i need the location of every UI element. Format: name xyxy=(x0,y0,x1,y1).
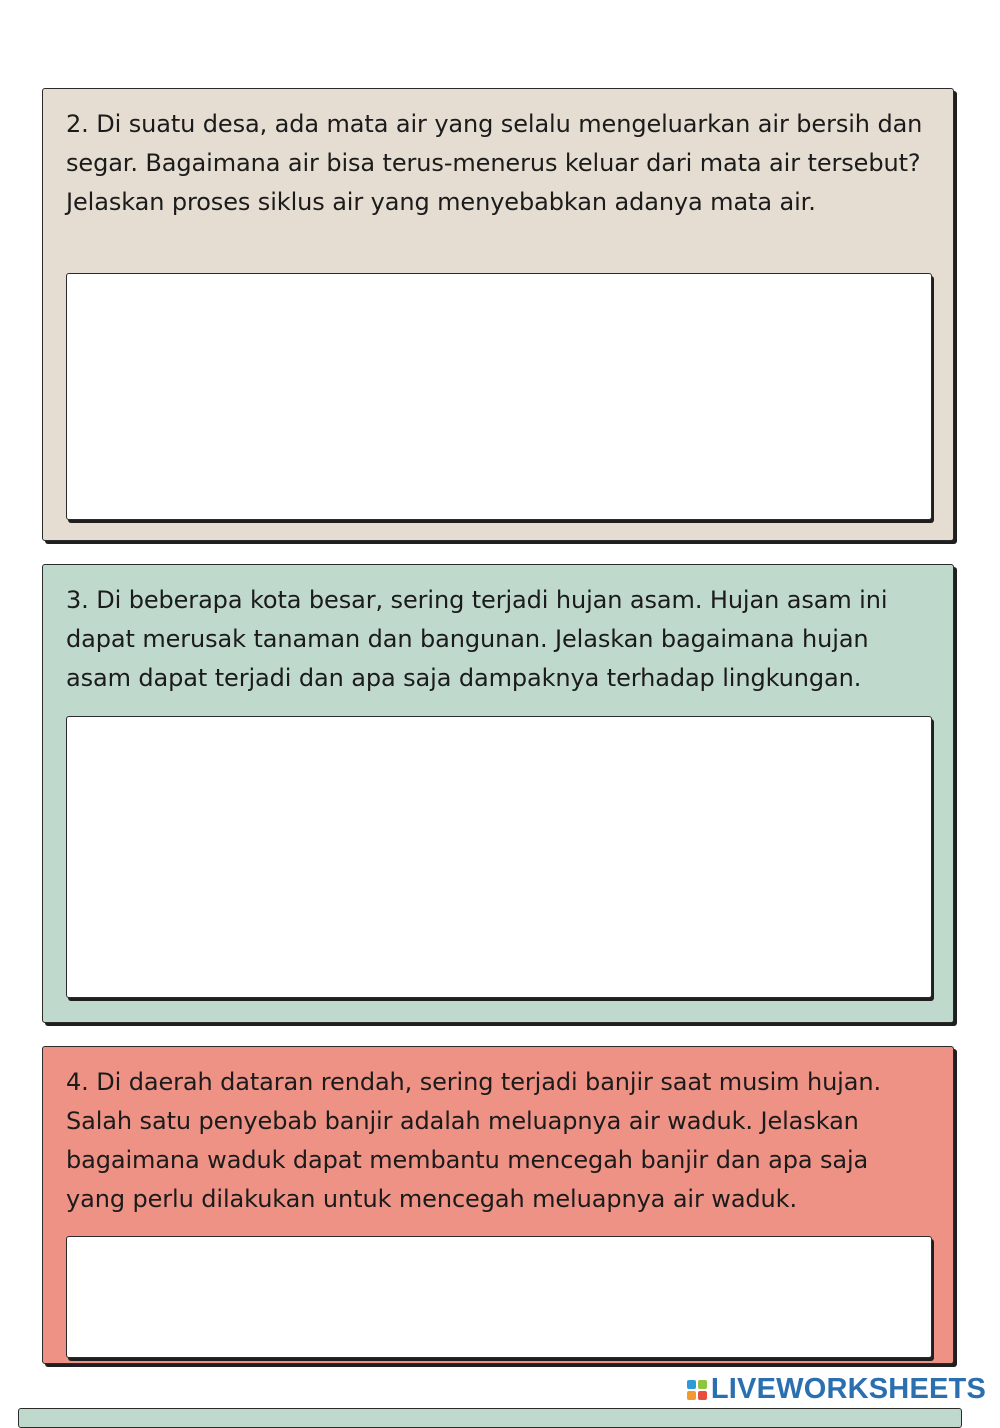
question-text-4: 4. Di daerah dataran rendah, sering terjadi banjir saat musim hujan. Salah satu penyebab banjir adalah meluapnya air waduk. Jelaskan bagaimana waduk dapat membantu mencegah banjir dan apa saja yang perlu dilakukan untuk mencegah meluapnya air waduk. xyxy=(66,1068,882,1213)
question-card-2 xyxy=(42,88,954,541)
next-question-card-edge xyxy=(18,1408,962,1428)
answer-box-2[interactable] xyxy=(66,273,932,520)
question-text-3: 3. Di beberapa kota besar, sering terjadi hujan asam. Hujan asam ini dapat merusak tanaman dan bangunan. Jelaskan bagaimana hujan asam dapat terjadi dan apa saja dampaknya terhadap lingkungan. xyxy=(66,586,888,692)
question-card-3 xyxy=(42,564,954,1023)
logo-square-orange xyxy=(687,1391,696,1400)
answer-box-3[interactable] xyxy=(66,716,932,998)
logo-square-green xyxy=(698,1380,707,1389)
question-text-2: 2. Di suatu desa, ada mata air yang selalu mengeluarkan air bersih dan segar. Bagaimana air bisa terus-menerus keluar dari mata air tersebut? Jelaskan proses siklus air yang menyebabkan adanya mata air. xyxy=(66,110,923,216)
logo-square-red xyxy=(698,1391,707,1400)
answer-box-4[interactable] xyxy=(66,1236,932,1358)
liveworksheets-logo-icon xyxy=(687,1380,707,1400)
logo-square-blue xyxy=(687,1380,696,1389)
question-card-4 xyxy=(42,1046,954,1364)
liveworksheets-logo[interactable] xyxy=(687,1373,986,1406)
brand-name: LIVEWORKSHEETS xyxy=(710,1373,986,1405)
